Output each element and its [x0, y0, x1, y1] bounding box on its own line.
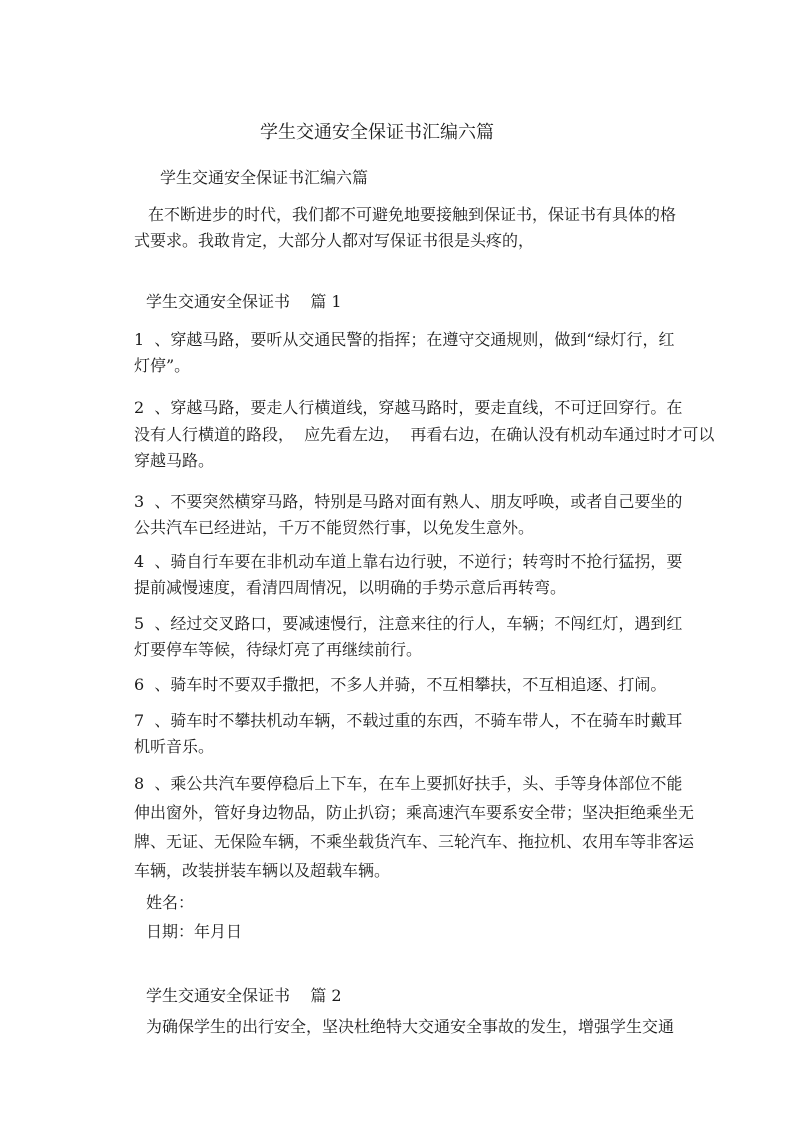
list-item-line: 灯要停车等候，待绿灯亮了再继续前行。 — [134, 640, 423, 659]
list-item-line: 1 、穿越马路，要听从交通民警的指挥；在遵守交通规则，做到“绿灯行，红 — [134, 330, 675, 349]
list-item-line: 没有人行横道的路段， 应先看左边， 再看右边，在确认没有机动车通过时才可以 — [134, 425, 715, 444]
paragraph-line: 为确保学生的出行安全，坚决杜绝特大交通安全事故的发生，增强学生交通 — [146, 1017, 675, 1036]
intro-line: 在不断进步的时代，我们都不可避免地要接触到保证书，保证书有具体的格 — [148, 205, 677, 224]
intro-line: 式要求。我敢肯定，大部分人都对写保证书很是头疼的， — [134, 231, 535, 250]
list-item-line: 提前减慢速度，看清四周情况，以明确的手势示意后再转弯。 — [134, 578, 567, 597]
document-title: 学生交通安全保证书汇编六篇 — [260, 122, 494, 143]
document-subtitle: 学生交通安全保证书汇编六篇 — [160, 168, 369, 187]
date-label: 日期：年月日 — [146, 922, 243, 941]
list-item-line: 7 、骑车时不攀扶机动车辆，不载过重的东西，不骑车带人，不在骑车时戴耳 — [134, 711, 683, 730]
list-item-line: 3 、不要突然横穿马路，特别是马路对面有熟人、朋友呼唤，或者自己要坐的 — [134, 492, 683, 511]
list-item-line: 机听音乐。 — [134, 737, 215, 756]
list-item-line: 2 、穿越马路，要走人行横道线，穿越马路时，要走直线，不可迂回穿行。在 — [134, 398, 683, 417]
list-item-line: 穿越马路。 — [134, 451, 215, 470]
list-item-line: 灯停”。 — [134, 356, 191, 375]
list-item-line: 伸出窗外，管好身边物品，防止扒窃；乘高速汽车要系安全带；坚决拒绝乘坐无 — [134, 803, 695, 822]
section-heading: 学生交通安全保证书 篇 1 — [146, 292, 342, 311]
section-heading: 学生交通安全保证书 篇 2 — [146, 986, 342, 1005]
list-item-line: 4 、骑自行车要在非机动车道上靠右边行驶，不逆行；转弯时不抢行猛拐，要 — [134, 552, 683, 571]
list-item-line: 牌、无证、无保险车辆，不乘坐载货汽车、三轮汽车、拖拉机、农用车等非客运 — [134, 832, 695, 851]
list-item-line: 公共汽车已经进站，千万不能贸然行事，以免发生意外。 — [134, 518, 535, 537]
list-item-line: 车辆，改装拼装车辆以及超载车辆。 — [134, 861, 391, 880]
list-item-line: 5 、经过交叉路口，要减速慢行，注意来往的行人，车辆；不闯红灯，遇到红 — [134, 614, 683, 633]
list-item-line: 6 、骑车时不要双手撒把，不多人并骑，不互相攀扶，不互相追逐、打闹。 — [134, 675, 667, 694]
list-item-line: 8 、乘公共汽车要停稳后上下车，在车上要抓好扶手，头、手等身体部位不能 — [134, 774, 683, 793]
name-label: 姓名： — [146, 893, 195, 912]
